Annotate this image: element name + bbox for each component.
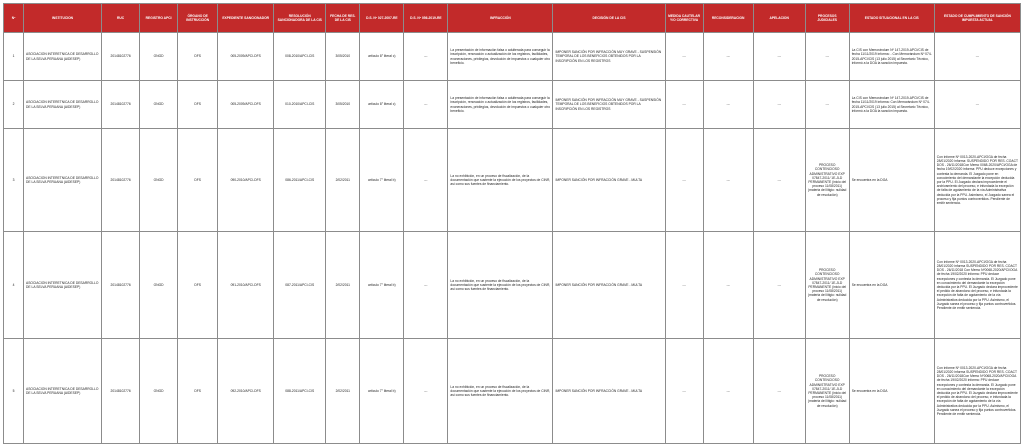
cell-fecha: 2/02/2011 (326, 232, 360, 339)
cell-decision: IMPONER SANCIÓN POR INFRACCIÓN GRAVE - MULTA (553, 129, 665, 232)
cell-expediente: 005-2009/APCI-DFS (218, 33, 274, 81)
cell-apelacion: --- (753, 81, 805, 129)
cell-reconsideracion: --- (703, 81, 753, 129)
cell-medida: --- (665, 81, 703, 129)
cell-ds027: artículo 8° literal c) (360, 81, 404, 129)
header-organo: ÓRGANO DE INSTRUCCIÓN (178, 4, 218, 33)
cell-ruc: 20148102776 (102, 129, 140, 232)
cell-judiciales: PROCESO CONTENCIOSO ADMINISTRATIVO EXP 07847-2011/ 1E-JLD PERMANENTE (inicio del proceso 11/08/2011) (materia del litigio: nulidad de resolución) (805, 339, 849, 444)
cell-estado: La CIS con Memorándum Nº 147-2019-APCI/CIS de fecha 11/11/2019 informa: Con Memorándum Nº 074-2015-APCI/CIS (13 julio 2015) al Secretario Técnico, informó a la DOA la sanción impuesta. (849, 81, 934, 129)
table-row (4, 129, 1021, 232)
cell-decision: IMPONER SANCIÓN POR INFRACCIÓN MUY GRAVE - SUSPENSIÓN TEMPORAL DE LOS BENEFICIOS OBTENIDOS POR LA INSCRIPCIÓN EN LOS REGISTROS (553, 33, 665, 81)
cell-estado: Se encuentra en la DGA (849, 129, 934, 232)
cell-judiciales: PROCESO CONTENCIOSO ADMINISTRATIVO EXP 07847-2011/ 1E-JLD PERMANENTE (inicio del proceso 11/08/2011) (materia del litigio: nulidad de resolución) (805, 129, 849, 232)
cell-decision: IMPONER SANCIÓN POR INFRACCIÓN MUY GRAVE - SUSPENSIÓN TEMPORAL DE LOS BENEFICIOS OBTENIDOS POR LA INSCRIPCIÓN EN LOS REGISTROS (553, 81, 665, 129)
header-reconsideracion: RECONSIDERACION (703, 4, 753, 33)
cell-num: 3 (4, 129, 24, 232)
table-row (4, 232, 1021, 339)
cell-resolucion: 010-2010/APCI-CIS (274, 81, 326, 129)
cell-medida: --- (665, 129, 703, 232)
cell-organo: DFS (178, 129, 218, 232)
cell-apelacion: --- (753, 33, 805, 81)
cell-ds056: --- (404, 232, 448, 339)
cell-estado: Se encuentra en la DGA (849, 339, 934, 444)
cell-institucion: ASOCIACION INTERETNICA DE DESARROLLO DE LA SELVA PERUANA (AIDESEP) (24, 129, 102, 232)
cell-apelacion: --- (753, 129, 805, 232)
cell-infraccion: La presentación de información falsa o adulterada para conseguir la inscripción, renovación o actualización de los registros, facilidades, exoneraciones, privilegios, devolución de impuestos o cualquier otro beneficio. (448, 33, 553, 81)
cell-fecha: 3/05/2010 (326, 81, 360, 129)
cell-expediente: 091-2010/APCI-DFS (218, 232, 274, 339)
cell-resolucion: 087-2011/APCI-CIS (274, 232, 326, 339)
cell-registro: ONGD (140, 232, 178, 339)
header-institucion: INSTITUCION (24, 4, 102, 33)
cell-ds027: artículo 7° literal b) (360, 339, 404, 444)
cell-reconsideracion: --- (703, 33, 753, 81)
header-row (4, 4, 1021, 33)
cell-reconsideracion: --- (703, 339, 753, 444)
cell-expediente: 005-2009/APCI-DFS (218, 81, 274, 129)
cell-expediente: 092-2010/APCI-DFS (218, 339, 274, 444)
cell-organo: DFS (178, 339, 218, 444)
cell-resolucion: 008-2010/APCI-CIS (274, 33, 326, 81)
cell-estado: La CIS con Memorándum Nº 147-2019-APCI/CIS de fecha 11/11/2019 informa: - Con Memorándum Nº 074-2015-APCI/CIS (13 julio 2015) al Secretario Técnico, informó a la DOA la sanción impuesta. (849, 33, 934, 81)
cell-cumplimiento: Con informe Nº 0013-2020-APCI/OGA de fecha 28/01/2020 informa: SUSPENDIDO POR RES. COACT DOS - 26/11/2018Con Memo 0068-2020/APCI/OGA de fecha 19/02/2020 informa: PPU deduce excepciones y contesta la demanda. El Juzgado pone en conocimiento del demandante la excepción deducida por la PPU. El Juzgado declara improcedente el archivamiento del proceso, e infundada la excepción de falta de agotamiento de la vía Administrativa deducida por la PPU. Asimismo, el Juzgado sanea el proceso y fija puntos controvertidos. Pendiente de emitir sentencia. (934, 129, 1020, 232)
cell-ds056: --- (404, 81, 448, 129)
cell-medida: --- (665, 339, 703, 444)
cell-fecha: 2/02/2011 (326, 129, 360, 232)
cell-ds056: --- (404, 33, 448, 81)
cell-organo: DFS (178, 232, 218, 339)
cell-reconsideracion: --- (703, 232, 753, 339)
cell-num: 5 (4, 339, 24, 444)
cell-medida: --- (665, 33, 703, 81)
cell-resolucion: 086-2011/APCI-CIS (274, 129, 326, 232)
cell-ruc: 20148102776 (102, 339, 140, 444)
cell-decision: IMPONER SANCIÓN POR INFRACCIÓN GRAVE - MULTA (553, 232, 665, 339)
header-num: Nº (4, 4, 24, 33)
cell-infraccion: La no exhibición, en un proceso de fiscalización, de la documentación que sustente la ejecución de los proyectos de CINR, así como sus fuentes de financiamiento. (448, 339, 553, 444)
cell-ruc: 20148102776 (102, 33, 140, 81)
cell-fecha: 3/05/2010 (326, 33, 360, 81)
cell-cumplimiento: --- (934, 81, 1020, 129)
cell-registro: ONGD (140, 33, 178, 81)
cell-ruc: 20148102776 (102, 232, 140, 339)
header-medida: MEDIDA CAUTELAR Y/O CORRECTIVA (665, 4, 703, 33)
cell-expediente: 090-2010/APCI-DFS (218, 129, 274, 232)
header-judiciales: PROCESOS JUDICIALES (805, 4, 849, 33)
cell-judiciales: PROCESO CONTENCIOSO ADMINISTRATIVO EXP 07847-2011/ 1E-JLD PERMANENTE (inicio del proceso 11/08/2011) (materia del litigio: nulidad de resolución) (805, 232, 849, 339)
cell-fecha: 2/02/2011 (326, 339, 360, 444)
cell-apelacion: --- (753, 232, 805, 339)
cell-infraccion: La no exhibición, en un proceso de fiscalización, de la documentación que sustente la ejecución de los proyectos de CINR, así como sus fuentes de financiamiento. (448, 129, 553, 232)
header-expediente: EXPEDIENTE SANCIONADOR (218, 4, 274, 33)
cell-registro: ONGD (140, 129, 178, 232)
cell-reconsideracion: --- (703, 129, 753, 232)
sanctions-table (3, 3, 1021, 444)
header-fecha: FECHA DE RES. DE LA CIS (326, 4, 360, 33)
cell-medida: --- (665, 232, 703, 339)
cell-institucion: ASOCIACION INTERETNICA DE DESARROLLO DE LA SELVA PERUANA (AIDESEP) (24, 232, 102, 339)
cell-num: 2 (4, 81, 24, 129)
cell-ds056: --- (404, 129, 448, 232)
table-row (4, 339, 1021, 444)
header-cumplimiento: ESTADO DE CUMPLIMIENTO DE SANCIÓN IMPUESTA ACTUAL (934, 4, 1020, 33)
cell-institucion: ASOCIACION INTERETNICA DE DESARROLLO DE LA SELVA PERUANA (AIDESEP) (24, 81, 102, 129)
cell-ruc: 20148102776 (102, 81, 140, 129)
header-infraccion: INFRACCIÓN (448, 4, 553, 33)
cell-judiciales: --- (805, 33, 849, 81)
cell-registro: ONGD (140, 81, 178, 129)
header-ds027: D.S. Nº 027-2007-RE (360, 4, 404, 33)
cell-ds027: artículo 7° literal b) (360, 129, 404, 232)
header-decision: DECISIÓN DE LA CIS (553, 4, 665, 33)
cell-cumplimiento: Con informe Nº 0013-2020-APCI/OGA de fecha 28/01/2020 informa SUSPENDIDO POR RES. COACT DOS - 26/11/2018 Con Memo Nº0068-2020/APCI/OGA de fecha 19/02/2020 informa: PPU deduce excepciones y contesta la demanda. El Juzgado pone en conocimiento del demandante la excepción deducida por la PPU. El Juzgado declara improcedente el pedido de abandono del proceso, e infundada la excepción de falta de agotamiento de la vía Administrativa deducida por la PPU. Asimismo, el Juzgado sanea el proceso y fija puntos controvertidos. Pendiente de emitir sentencia. (934, 232, 1020, 339)
cell-organo: DFS (178, 81, 218, 129)
header-estado: ESTADO SITUACIONAL EN LA CIS (849, 4, 934, 33)
cell-apelacion: --- (753, 339, 805, 444)
cell-organo: DFS (178, 33, 218, 81)
cell-institucion: ASOCIACION INTERETNICA DE DESARROLLO DE LA SELVA PERUANA (AIDESEP) (24, 339, 102, 444)
cell-resolucion: 088-2011/APCI-CIS (274, 339, 326, 444)
cell-infraccion: La no exhibición, en un proceso de fiscalización, de la documentación que sustente la ejecución de los proyectos de CINR, así como sus fuentes de financiamiento. (448, 232, 553, 339)
header-registro: REGISTRO APCI (140, 4, 178, 33)
header-ds056: D.S. Nº 056-2019-RE (404, 4, 448, 33)
sanctions-sheet (3, 3, 1021, 444)
cell-decision: IMPONER SANCIÓN POR INFRACCIÓN GRAVE - MULTA (553, 339, 665, 444)
table-row (4, 81, 1021, 129)
cell-ds056: --- (404, 339, 448, 444)
cell-ds027: artículo 8° literal c) (360, 33, 404, 81)
cell-infraccion: La presentación de información falsa o adulterada para conseguir la inscripción, renovación o actualización de los registros, facilidades, exoneraciones, privilegios, devolución de impuestos o cualquier otro beneficio. (448, 81, 553, 129)
cell-num: 4 (4, 232, 24, 339)
cell-estado: Se encuentra en la DGA (849, 232, 934, 339)
header-ruc: RUC (102, 4, 140, 33)
cell-cumplimiento: --- (934, 33, 1020, 81)
header-resolucion: RESOLUCIÓN SANCIONADORA DE LA CIS (274, 4, 326, 33)
cell-cumplimiento: Con informe Nº 0013-2020-APCI/OGA de fecha 28/01/2020 informa SUSPENDIDO POR RES. COACT DOS - 26/11/2018Con Memo Nº0068-2020/APCI/OGA de fecha 19/02/2020 informa: PPU deduce excepciones y contesta la demanda. El Juzgado pone en conocimiento del demandante la excepción deducida por la PPU. El Juzgado declara improcedente el pedido de abandono del proceso, e infundada la excepción de falta de agotamiento de la vía Administrativa deducida por la PPU. Asimismo, el Juzgado sanea el proceso y fija puntos controvertidos. Pendiente de emitir sentencia. (934, 339, 1020, 444)
cell-num: 1 (4, 33, 24, 81)
header-apelacion: APELACION (753, 4, 805, 33)
cell-institucion: ASOCIACION INTERETNICA DE DESARROLLO DE LA SELVA PERUANA (AIDESEP) (24, 33, 102, 81)
cell-judiciales: --- (805, 81, 849, 129)
cell-registro: ONGD (140, 339, 178, 444)
cell-ds027: artículo 7° literal b) (360, 232, 404, 339)
table-row (4, 33, 1021, 81)
